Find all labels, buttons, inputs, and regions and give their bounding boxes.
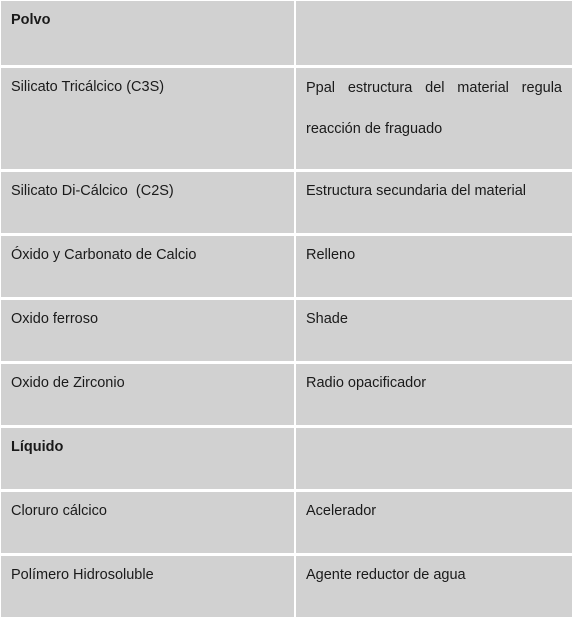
- table-cell: [1, 172, 294, 233]
- section-header-row: [0, 428, 574, 489]
- table-cell: [1, 428, 294, 489]
- component-function: Estructura secundaria del material: [306, 183, 527, 199]
- component-function: Acelerador: [306, 503, 377, 519]
- table-cell: [296, 556, 572, 617]
- section-header-row: [0, 1, 574, 65]
- section-header-label: Líquido: [11, 439, 64, 455]
- table-cell: [296, 428, 572, 489]
- table-row: [0, 300, 574, 361]
- table-row: [0, 236, 574, 297]
- component-function: Ppal estructura del material regula reacción de fraguado: [306, 80, 562, 137]
- component-name: Cloruro cálcico: [11, 503, 107, 519]
- table-cell: [296, 1, 572, 65]
- component-name: Óxido y Carbonato de Calcio: [11, 247, 197, 263]
- table-cell: [1, 556, 294, 617]
- table-cell: [296, 236, 572, 297]
- component-name: Polímero Hidrosoluble: [11, 567, 154, 583]
- table-cell: [1, 68, 294, 169]
- table-row: [0, 172, 574, 233]
- component-function: Radio opacificador: [306, 375, 427, 391]
- table-row: [0, 492, 574, 553]
- table-row: [0, 364, 574, 425]
- table-cell: [1, 300, 294, 361]
- table-cell: [296, 68, 572, 169]
- table-cell: [1, 236, 294, 297]
- table-cell: [1, 492, 294, 553]
- table-cell: [296, 172, 572, 233]
- component-function: Shade: [306, 311, 348, 327]
- component-name: Oxido de Zirconio: [11, 375, 125, 391]
- component-name: Silicato Tricálcico (C3S): [11, 79, 165, 95]
- table-row: [0, 556, 574, 617]
- table-cell: [296, 364, 572, 425]
- component-function: Relleno: [306, 247, 356, 263]
- table-row: [0, 68, 574, 169]
- table-cell: [1, 1, 294, 65]
- component-function: Agente reductor de agua: [306, 567, 466, 583]
- section-header-label: Polvo: [11, 12, 51, 28]
- table-cell: [296, 492, 572, 553]
- component-name: Oxido ferroso: [11, 311, 99, 327]
- component-name: Silicato Di-Cálcico (C2S): [11, 183, 174, 199]
- table-cell: [1, 364, 294, 425]
- table-cell: [296, 300, 572, 361]
